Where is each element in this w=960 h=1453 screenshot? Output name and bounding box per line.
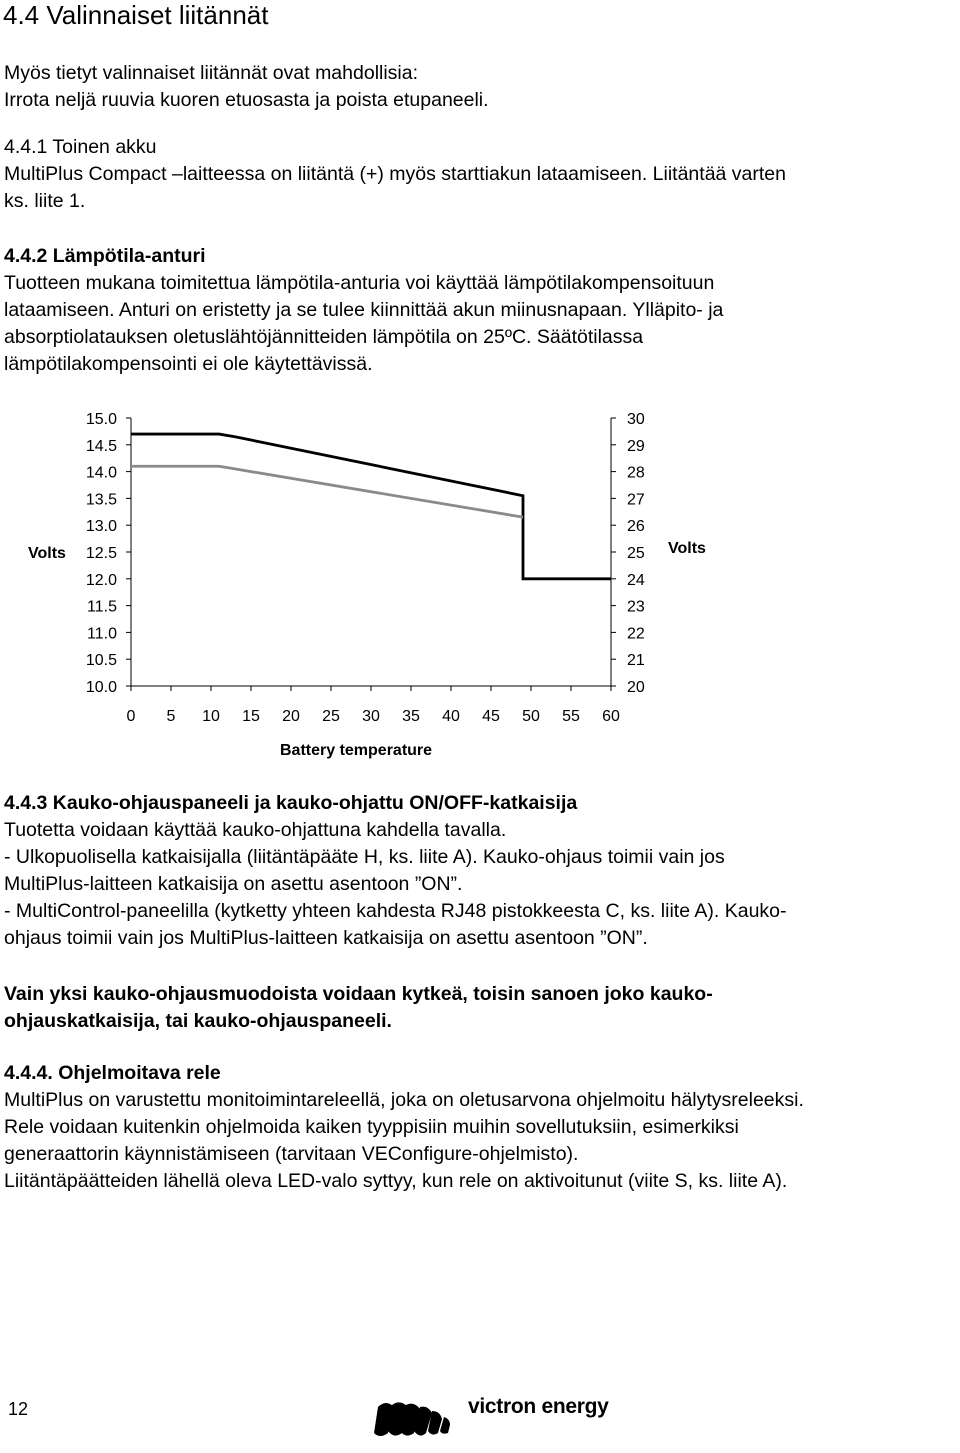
y-tick-label-left: 10.5 bbox=[85, 652, 117, 670]
intro-line: Irrota neljä ruuvia kuoren etuosasta ja poista etupaneeli. bbox=[4, 89, 489, 111]
y-tick-label-right: 20 bbox=[627, 679, 645, 696]
subsection-441 bbox=[4, 134, 786, 215]
x-tick-label: 55 bbox=[562, 708, 580, 725]
paragraph-line: Tuotetta voidaan käyttää kauko-ohjattuna kahdella tavalla. bbox=[4, 819, 507, 841]
y-axis-label-right: Volts bbox=[668, 540, 706, 557]
x-tick-label: 25 bbox=[322, 708, 340, 725]
x-tick-label: 35 bbox=[402, 708, 420, 725]
y-tick-label-left: 15.0 bbox=[85, 411, 117, 428]
x-tick-label: 50 bbox=[522, 708, 540, 725]
x-tick-label: 30 bbox=[362, 708, 380, 725]
paragraph-line: Tuotteen mukana toimitettua lämpötila-anturia voi käyttää lämpötilakompensoituun bbox=[4, 272, 715, 294]
x-tick-label: 20 bbox=[282, 708, 300, 725]
paragraph-line: lämpötilakompensointi ei ole käytettävissä. bbox=[4, 353, 373, 375]
paragraph-line: Rele voidaan kuitenkin ohjelmoida kaiken tyyppisiin muihin sovellutuksiin, esimerkiksi bbox=[4, 1116, 739, 1138]
y-tick-label-right: 26 bbox=[627, 518, 645, 536]
subsection-heading: 4.4.2 Lämpötila-anturi bbox=[4, 245, 206, 267]
x-tick-label: 40 bbox=[442, 708, 460, 725]
important-note bbox=[4, 981, 713, 1035]
paragraph-line: lataamiseen. Anturi on eristetty ja se tulee kiinnittää akun miinusnapaan. Ylläpito- ja bbox=[4, 299, 724, 321]
paragraph-line: ohjaus toimii vain jos MultiPlus-laitteen katkaisija on asettu asentoon ”ON”. bbox=[4, 927, 648, 949]
page-number: 12 bbox=[8, 1399, 29, 1419]
paragraph-line: ks. liite 1. bbox=[4, 190, 86, 212]
subsection-heading: 4.4.3 Kauko-ohjauspaneeli ja kauko-ohjattu ON/OFF-katkaisija bbox=[4, 792, 578, 814]
x-tick-label: 0 bbox=[126, 708, 136, 725]
y-tick-label-left: 14.5 bbox=[85, 437, 117, 455]
paragraph-line: - MultiControl-paneelilla (kytketty yhteen kahdesta RJ48 pistokkeesta C, ks. liite A). Kauko- bbox=[4, 900, 787, 922]
x-tick-label: 60 bbox=[602, 708, 620, 725]
paragraph-line: MultiPlus Compact –laitteessa on liitäntä (+) myös starttiakun lataamiseen. Liitäntää varten bbox=[4, 163, 786, 185]
y-tick-label-left: 11.5 bbox=[87, 598, 117, 616]
note-line: ohjauskatkaisija, tai kauko-ohjauspaneeli. bbox=[4, 1010, 392, 1032]
y-tick-label-left: 13.5 bbox=[85, 491, 117, 509]
y-axis-label-left: Volts bbox=[28, 545, 66, 562]
y-tick-label-left: 12.0 bbox=[85, 571, 117, 589]
x-axis-label: Battery temperature bbox=[280, 742, 433, 759]
paragraph-line: absorptiolatauksen oletuslähtöjännitteiden lämpötila on 25ºC. Säätötilassa bbox=[4, 326, 644, 348]
y-tick-label-right: 27 bbox=[627, 491, 645, 509]
brand-name: victron energy bbox=[468, 1395, 609, 1418]
y-tick-label-right: 25 bbox=[627, 545, 645, 562]
y-tick-label-right: 28 bbox=[627, 464, 645, 482]
y-tick-label-left: 14.0 bbox=[85, 464, 117, 482]
subsection-443 bbox=[4, 790, 787, 952]
x-tick-label: 5 bbox=[166, 708, 176, 725]
intro-line: Myös tietyt valinnaiset liitännät ovat mahdollisia: bbox=[4, 62, 419, 84]
paragraph-line: generaattorin käynnistämiseen (tarvitaan VEConfigure-ohjelmisto). bbox=[4, 1143, 579, 1165]
subsection-442 bbox=[4, 243, 723, 378]
subsection-heading: 4.4.4. Ohjelmoitava rele bbox=[4, 1062, 221, 1084]
paragraph-line: - Ulkopuolisella katkaisijalla (liitäntäpääte H, ks. liite A). Kauko-ohjaus toimii vain jos bbox=[4, 846, 725, 868]
x-tick-label: 45 bbox=[482, 708, 500, 725]
paragraph-line: MultiPlus-laitteen katkaisija on asettu asentoon ”ON”. bbox=[4, 873, 463, 895]
paragraph-line: Liitäntäpäätteiden lähellä oleva LED-valo syttyy, kun rele on aktivoitunut (viite S, ks. liite A). bbox=[4, 1170, 788, 1192]
y-tick-label-left: 11.0 bbox=[87, 625, 117, 643]
y-tick-label-right: 29 bbox=[627, 437, 645, 455]
note-line: Vain yksi kauko-ohjausmuodoista voidaan kytkeä, toisin sanoen joko kauko- bbox=[4, 983, 713, 1005]
y-tick-label-left: 12.5 bbox=[85, 545, 117, 562]
x-tick-label: 15 bbox=[242, 708, 260, 725]
x-tick-label: 10 bbox=[202, 708, 220, 725]
y-tick-label-right: 24 bbox=[627, 571, 645, 589]
paragraph-line: MultiPlus on varustettu monitoimintareleellä, joka on oletusarvona ohjelmoitu hälytysreleeksi. bbox=[4, 1089, 804, 1111]
intro-paragraph bbox=[4, 60, 489, 114]
y-tick-label-right: 21 bbox=[627, 652, 645, 670]
section-title: 4.4 Valinnaiset liitännät bbox=[3, 0, 269, 30]
subsection-444 bbox=[4, 1060, 804, 1195]
y-tick-label-left: 10.0 bbox=[85, 679, 117, 696]
temperature-compensation-chart bbox=[0, 378, 725, 774]
y-tick-label-right: 23 bbox=[627, 598, 645, 616]
y-tick-label-left: 13.0 bbox=[85, 518, 117, 536]
y-tick-label-right: 30 bbox=[627, 411, 645, 428]
subsection-heading: 4.4.1 Toinen akku bbox=[4, 136, 157, 158]
y-tick-label-right: 22 bbox=[627, 625, 645, 643]
